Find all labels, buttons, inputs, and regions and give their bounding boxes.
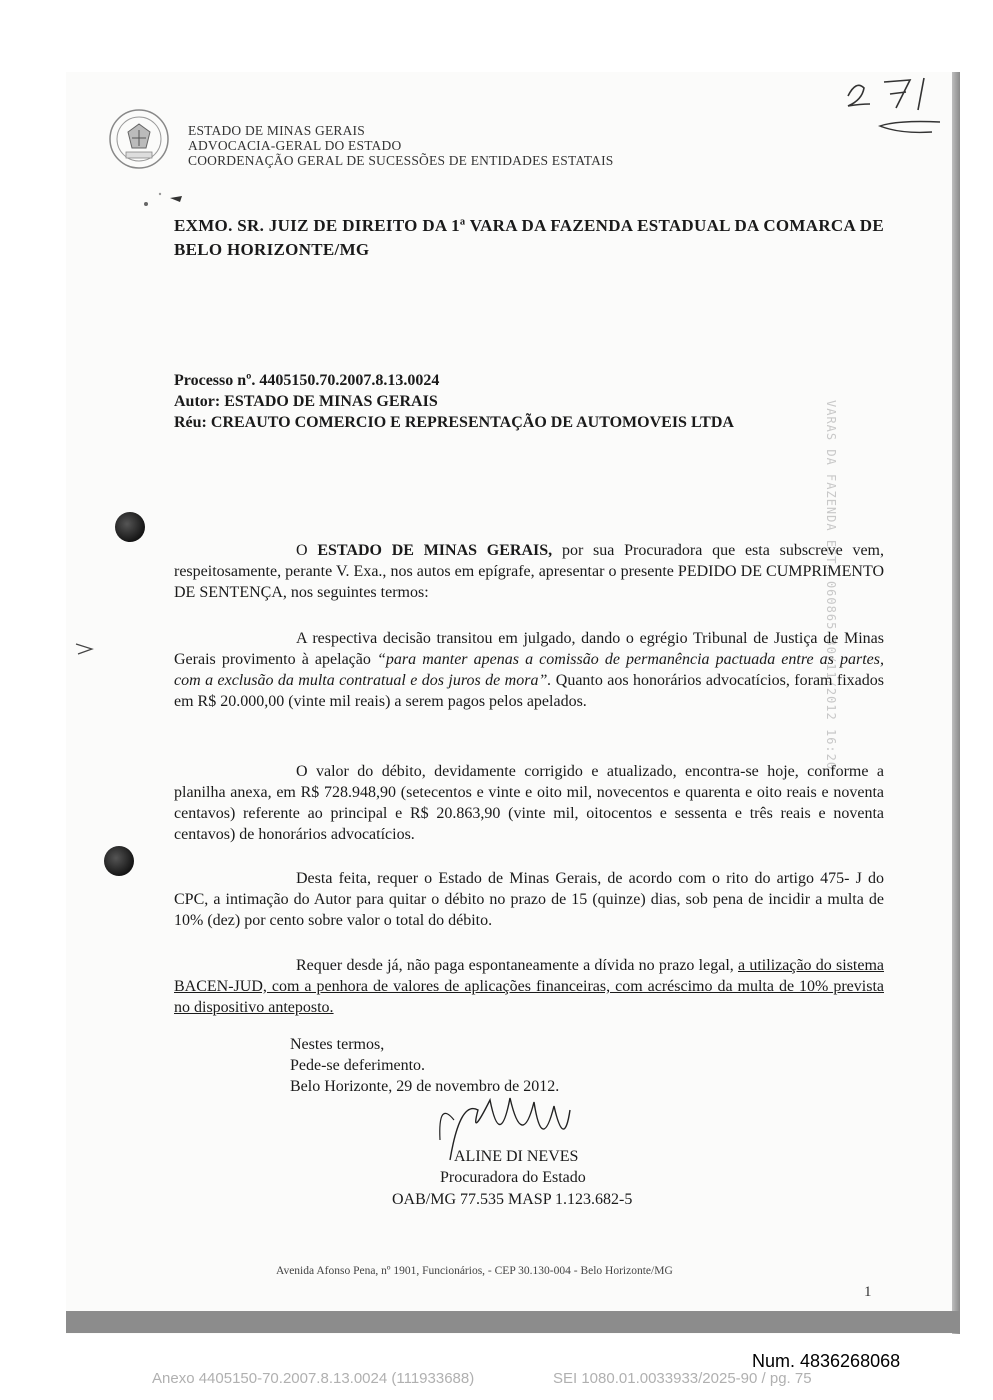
p1-bold: ESTADO DE MINAS GERAIS, xyxy=(317,542,553,559)
scan-speck-marks xyxy=(140,190,220,210)
margin-mark xyxy=(72,640,96,658)
p5-underlined: a utilização do sistema BACEN-JUD, com a penhora de valores de aplicações financeiras, com acréscimo da multa de 10% prevista no dispositivo anteposto. xyxy=(174,957,885,1016)
signer-name: ALINE DI NEVES xyxy=(454,1148,579,1165)
sei-reference: SEI 1080.01.0033933/2025-90 / pg. 75 xyxy=(553,1370,812,1387)
process-defendant: Réu: CREAUTO COMERCIO E REPRESENTAÇÃO DE AUTOMOVEIS LTDA xyxy=(174,414,734,431)
signer-registration: OAB/MG 77.535 MASP 1.123.682-5 xyxy=(392,1191,633,1208)
process-author: Autor: ESTADO DE MINAS GERAIS xyxy=(174,393,438,410)
p1-lead: O xyxy=(296,542,318,559)
p2-end: Quanto aos honorários advocatícios, foram fixados em R$ 20.000,00 (vinte mil reais) a serem pagos pelos apelados. xyxy=(174,672,885,710)
state-seal-icon xyxy=(108,108,170,170)
closing-terms: Nestes termos, xyxy=(290,1036,385,1053)
letterhead xyxy=(188,123,614,168)
paragraph-2 xyxy=(174,628,884,712)
scan-bottom-shadow xyxy=(66,1311,960,1333)
p2-quote: “para manter apenas a comissão de permanência pactuada entre as partes, com a exclusão da multa contratual e dos juros de mora”. xyxy=(174,651,885,689)
p5-start: Requer desde já, não paga espontaneamente a dívida no prazo legal, xyxy=(296,957,739,974)
scan-edge-shadow xyxy=(952,72,960,1334)
p4-text: Desta feita, requer o Estado de Minas Gerais, de acordo com o rito do artigo 475- J do CPC, a intimação do Autor para quitar o débito no prazo de 15 (quinze) dias, sob pena de incidir a multa de 10% (dez) por cento sobre valor o total do débito. xyxy=(174,870,884,929)
letterhead-agency: ADVOCACIA-GERAL DO ESTADO xyxy=(188,138,402,153)
annex-reference: Anexo 4405150-70.2007.8.13.0024 (111933688) xyxy=(152,1370,475,1387)
handwritten-page-number xyxy=(840,74,950,144)
document-number: Num. 4836268068 xyxy=(752,1351,901,1371)
paragraph-3 xyxy=(174,761,884,845)
p1-rest: por sua Procuradora que esta subscreve vem, respeitosamente, perante V. Exa., nos autos em epígrafe, apresentar o presente PEDIDO DE CUMPRIMENTO DE SENTENÇA, nos seguintes termos: xyxy=(174,542,885,601)
p3-text: O valor do débito, devidamente corrigido e atualizado, encontra-se hoje, conforme a planilha anexa, em R$ 728.948,90 (setecentos e vinte e oito mil, novecentos e quarenta e oito reais e noventa centavos) referente ao principal e R$ 20.863,90 (vinte mil, oitocentos e sessenta e três reais e noventa centavos) de honorários advocatícios. xyxy=(174,763,884,843)
closing-request: Pede-se deferimento. xyxy=(290,1057,426,1074)
letterhead-coordination: COORDENAÇÃO GERAL DE SUCESSÕES DE ENTIDADES ESTATAIS xyxy=(188,153,614,168)
addressee: EXMO. SR. JUIZ DE DIREITO DA 1ª VARA DA FAZENDA ESTADUAL DA COMARCA DE BELO HORIZONTE/MG xyxy=(174,216,884,259)
letterhead-state: ESTADO DE MINAS GERAIS xyxy=(188,123,365,138)
paragraph-4 xyxy=(174,868,884,931)
closing-date: Belo Horizonte, 29 de novembro de 2012. xyxy=(290,1078,560,1095)
p2-start: A respectiva decisão transitou em julgado, dando o egrégio Tribunal de Justiça de Minas Gerais provimento à apelação xyxy=(174,630,884,668)
signer-role: Procuradora do Estado xyxy=(440,1169,586,1186)
process-number: Processo nº. 4405150.70.2007.8.13.0024 xyxy=(174,372,440,389)
hole-punch-top xyxy=(115,512,145,542)
court-receipt-stamp: VARAS DA FAZENDA EST. 060865 30/11/2012 16:20 xyxy=(824,400,838,771)
process-info xyxy=(174,370,734,433)
hole-punch-bottom xyxy=(104,846,134,876)
page-number: 1 xyxy=(864,1284,872,1300)
paragraph-5 xyxy=(174,955,884,1018)
footer-address: Avenida Afonso Pena, nº 1901, Funcionários, - CEP 30.130-004 - Belo Horizonte/MG xyxy=(276,1265,673,1277)
paragraph-1 xyxy=(174,540,884,603)
